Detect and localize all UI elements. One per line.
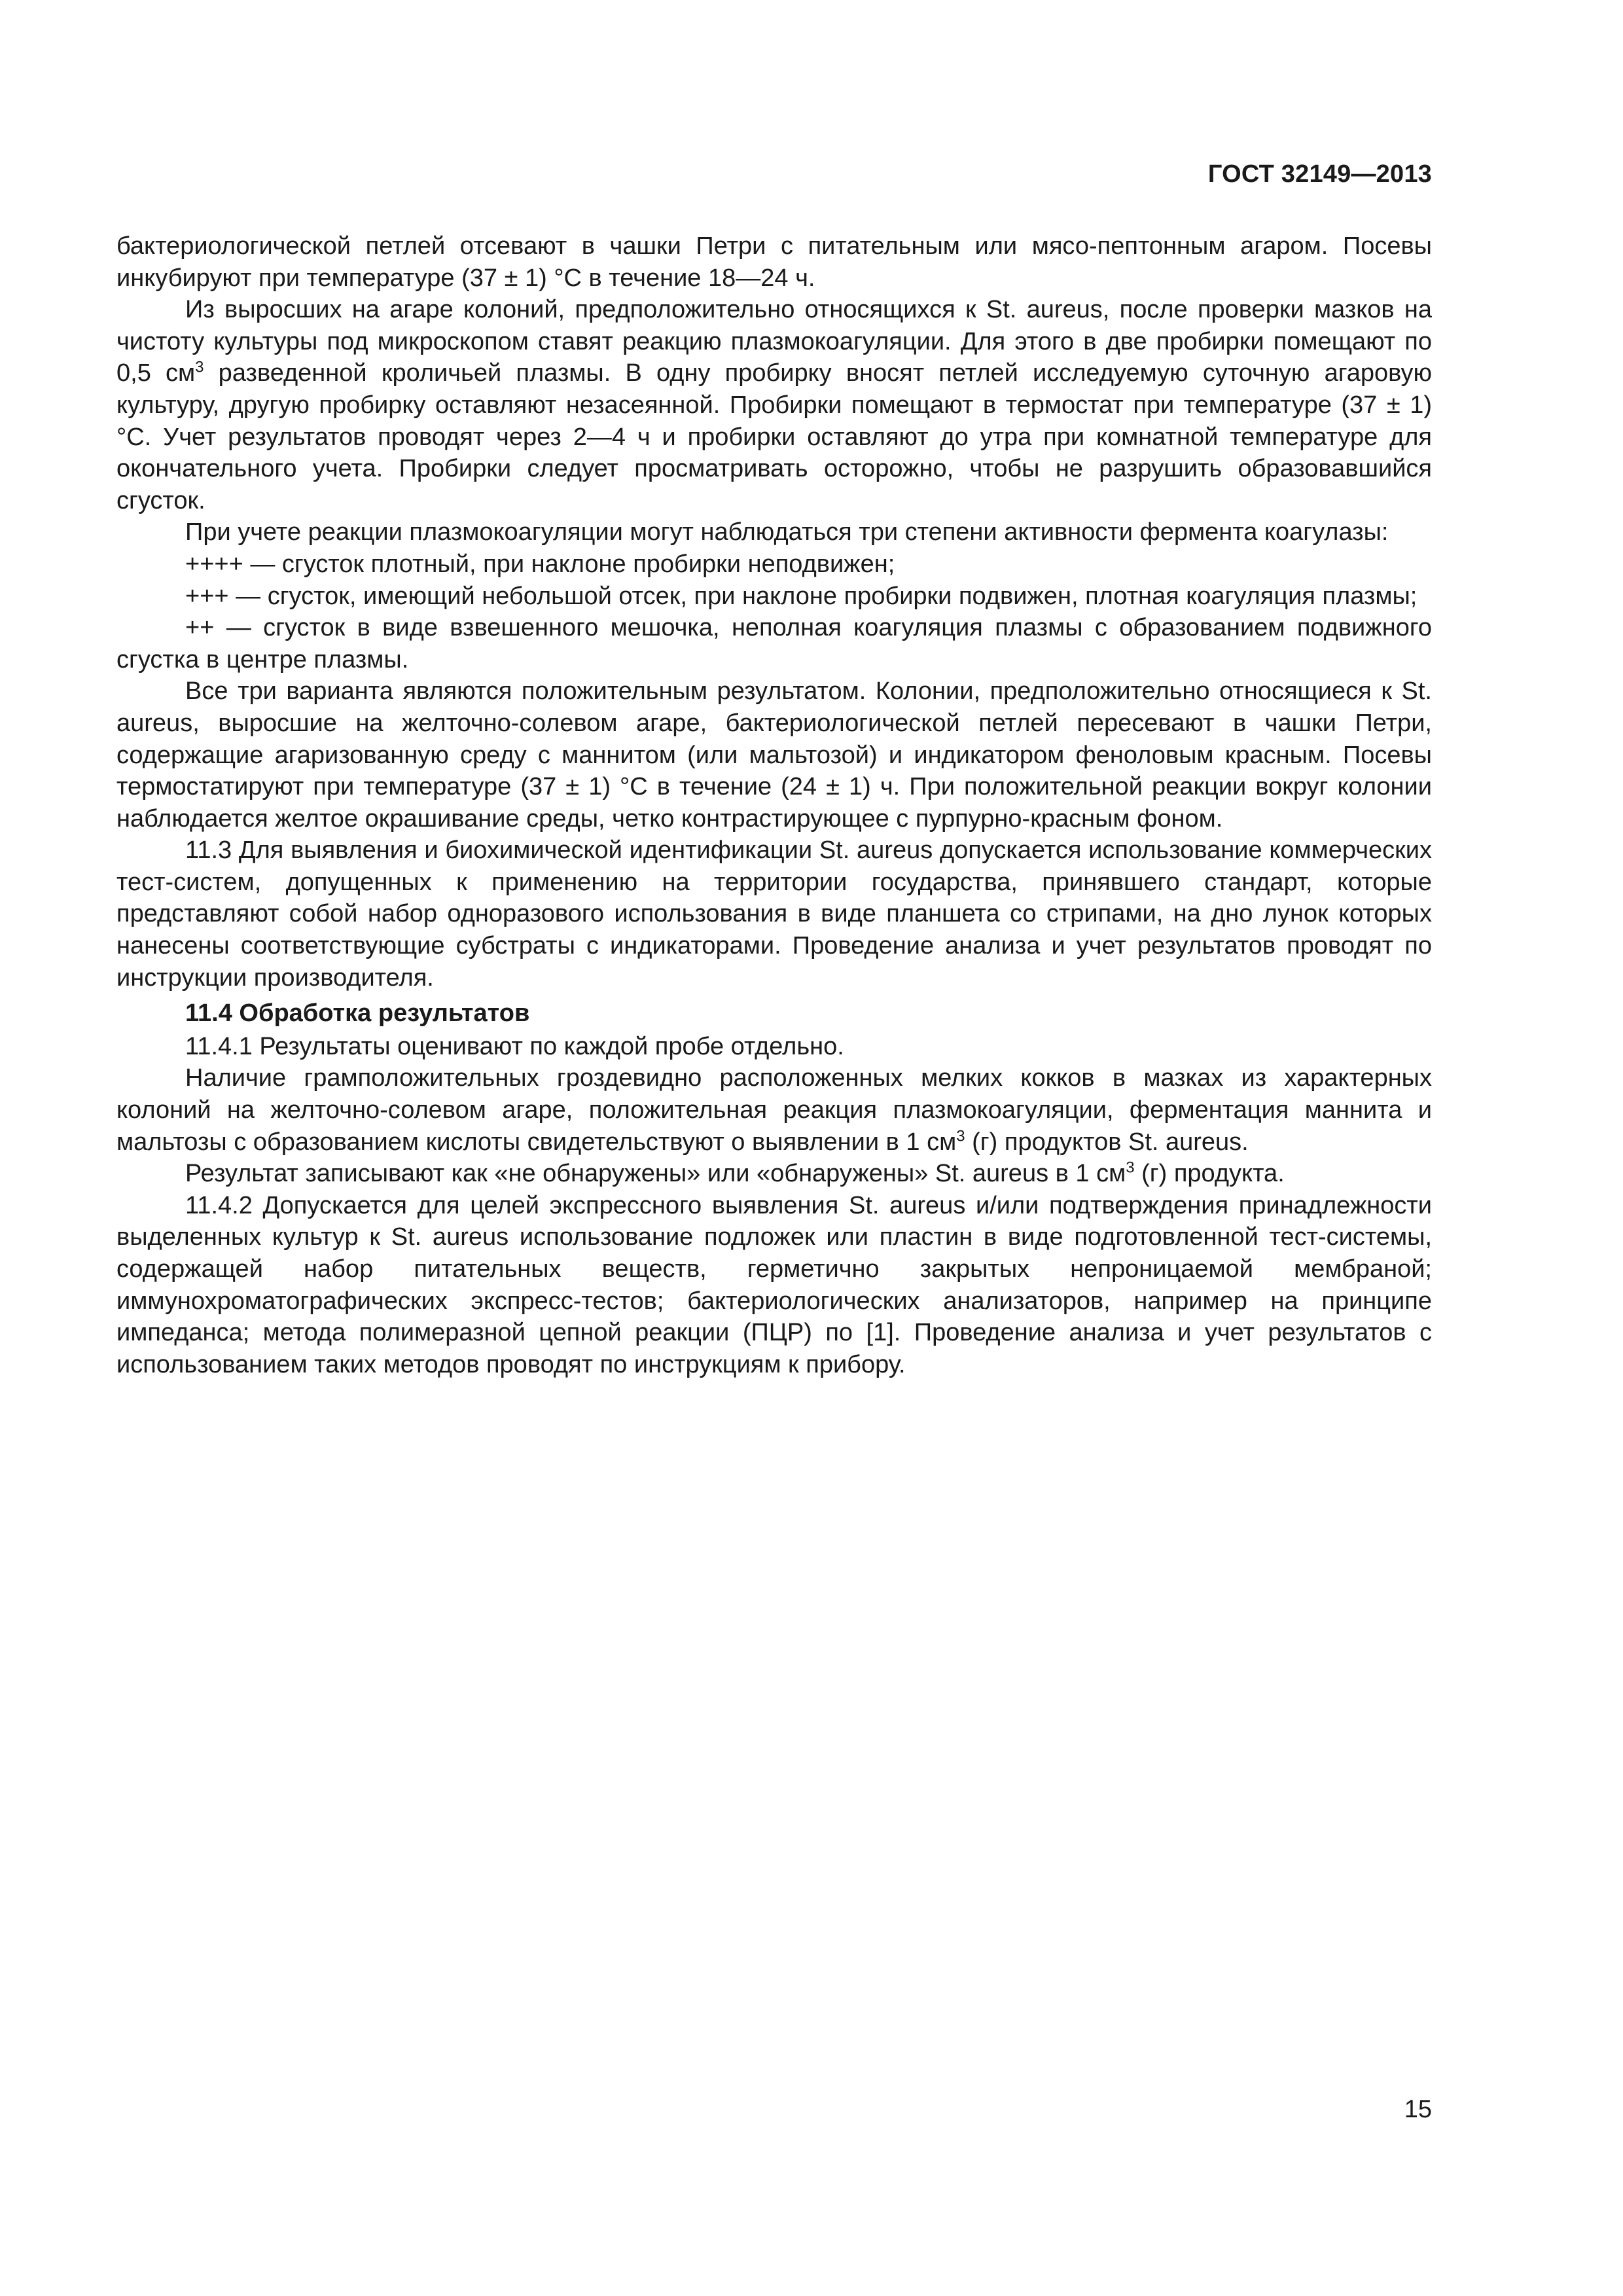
paragraph [116,1062,1432,1158]
paragraph-text: Результат записывают как «не обнаружены» или «обнаружены» St. aureus в 1 см [185,1160,1126,1188]
paragraph-text: При учете реакции плазмокоагуляции могут наблюдаться три степени активности фермента коагулазы: [185,518,1389,547]
paragraph-text: разведенной кроличьей плазмы. В одну пробирку вносят петлей исследуемую суточную агаровую культуру, другую пробирку оставляют незасеянной. Пробирки помещают в термостат при температуре (37 ± 1) °С. Учет результатов проводят через 2—4 ч и пробирки оставляют до утра при комнатной температуре для окончательного учета. Пробирки следует просматривать осторожно, чтобы не разрушить образовавшийся сгусток. [116,359,1432,514]
paragraph [116,548,1432,581]
paragraph-text: Все три варианта являются положительным результатом. Колонии, предположительно относящиеся к St. aureus, выросшие на желточно-солевом агаре, бактериологической петлей пересевают в чашки Петри, содержащие агаризованную среду с маннитом (или мальтозой) и индикатором феноловым красным. Посевы термостатируют при температуре (37 ± 1) °С в течение (24 ± 1) ч. При положительной реакции вокруг колонии наблюдается желтое окрашивание среды, четко контрастирующее с пурпурно-красным фоном. [116,677,1432,833]
paragraph [116,581,1432,613]
superscript: 3 [1126,1158,1135,1177]
document-id: ГОСТ 32149—2013 [1207,160,1432,188]
section-heading [116,997,1432,1030]
paragraph-text: Наличие грамположительных гроздевидно расположенных мелких кокков в мазках из характерных колоний на желточно-солевом агаре, положительная реакция плазмокоагуляции, ферментация маннита и мальтозы с образованием кислоты свидетельствуют о выявлении в 1 см [116,1064,1432,1156]
paragraph-text: ++++ — сгусток плотный, при наклоне пробирки неподвижен; [185,550,895,578]
document-body [116,230,1432,1380]
paragraph [116,834,1432,994]
paragraph-text: +++ — сгусток, имеющий небольшой отсек, при наклоне пробирки подвижен, плотная коагуляция плазмы; [185,582,1418,610]
paragraph-text: (г) продуктов St. aureus. [965,1128,1249,1156]
paragraph-text: 11.3 Для выявления и биохимической идентификации St. aureus допускается использование коммерческих тест-систем, допущенных к применению на территории государства, принявшего стандарт, которые представляют собой набор одноразового использования в виде планшета со стрипами, на дно лунок которых нанесены соответствующие субстраты с индикаторами. Проведение анализа и учет результатов проводят по инструкции производителя. [116,836,1432,992]
paragraph-text: 11.4.1 Результаты оценивают по каждой пробе отдельно. [185,1032,844,1060]
paragraph [116,294,1432,516]
paragraph-text: бактериологической петлей отсевают в чашки Петри с питательным или мясо-пептонным агаром. Посевы инкубируют при температуре (37 ± 1) °С в течение 18—24 ч. [116,232,1432,292]
paragraph [116,1158,1432,1190]
superscript: 3 [195,358,204,376]
section-heading-text: 11.4 Обработка результатов [185,999,530,1028]
superscript: 3 [956,1126,965,1145]
paragraph [116,675,1432,834]
paragraph-text: (г) продукта. [1134,1160,1285,1188]
paragraph [116,1031,1432,1063]
paragraph [116,1190,1432,1381]
paragraph-text: 11.4.2 Допускается для целей экспрессного выявления St. aureus и/или подтверждения принадлежности выделенных культур к St. aureus использование подложек или пластин в виде подготовленной тест-системы, содержащей набор питательных веществ, герметично закрытых непроницаемой мембраной; иммунохроматографических экспресс-тестов; бактериологических анализаторов, например на принципе импеданса; метода полимеразной цепной реакции (ПЦР) по [1]. Проведение анализа и учет результатов с использованием таких методов проводят по инструкциям к прибору. [116,1191,1432,1378]
paragraph-text: Из выросших на агаре колоний, предположительно относящихся к St. aureus, после проверки мазков на чистоту культуры под микроскопом ставят реакцию плазмокоагуляции. Для этого в две пробирки помещают по 0,5 см [116,296,1432,387]
paragraph [116,516,1432,548]
paragraph [116,612,1432,675]
paragraph-text: ++ — сгусток в виде взвешенного мешочка, неполная коагуляция плазмы с образованием подвижного сгустка в центре плазмы. [116,614,1432,673]
page-number: 15 [1404,2096,1432,2123]
paragraph [116,230,1432,294]
